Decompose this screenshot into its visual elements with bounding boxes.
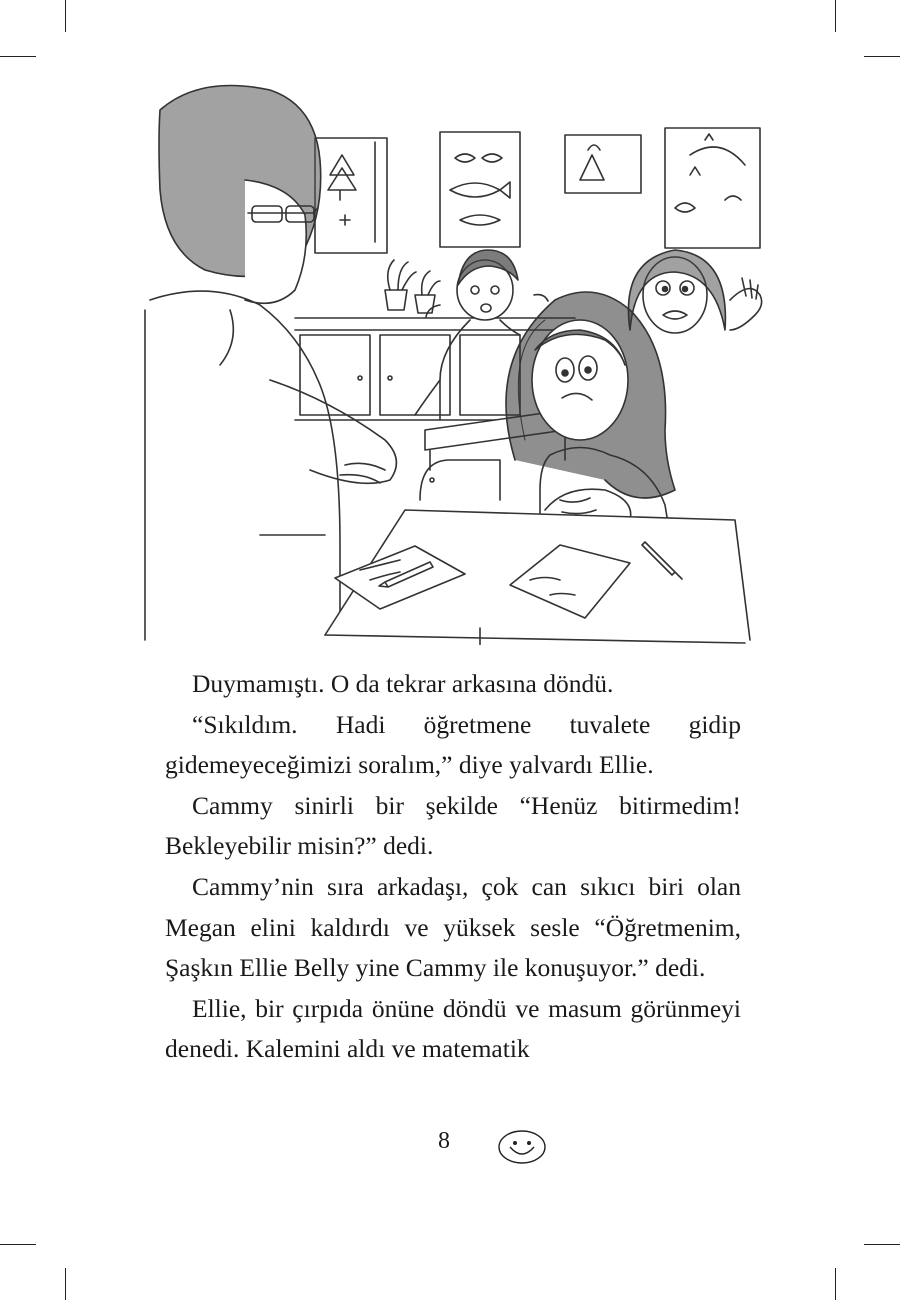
body-text bbox=[165, 664, 741, 1070]
ellie-girl bbox=[506, 292, 675, 546]
paragraph: Ellie, bir çırpıda önüne döndü ve masum görünmeyi denedi. Kalemini aldı ve matematik bbox=[165, 993, 741, 1064]
crop-mark bbox=[0, 56, 36, 57]
classroom-posters bbox=[315, 128, 760, 253]
paragraph: Cammy sinirli bir şekilde “Henüz bitirmedim! Bekleyebilir misin?” dedi. bbox=[165, 790, 741, 861]
paragraph: “Sıkıldım. Hadi öğretmene tuvalete gidip gidemeyeceğimizi soralım,” diye yalvardı Ellie. bbox=[165, 709, 741, 780]
desk bbox=[260, 510, 750, 645]
crop-mark bbox=[0, 1244, 36, 1245]
paragraph: Cammy’nin sıra arkadaşı, çok can sıkıcı biri olan Megan elini kaldırdı ve yüksek sesle “Öğretmenim, Şaşkın Ellie Belly yine Cammy ile konuşuyor.” dedi. bbox=[165, 871, 741, 983]
paragraph: Duymamıştı. O da tekrar arkasına döndü. bbox=[192, 669, 614, 698]
crop-mark bbox=[65, 0, 66, 32]
crop-mark bbox=[864, 1244, 900, 1245]
plant-pots bbox=[385, 260, 440, 313]
crop-mark bbox=[864, 56, 900, 57]
crop-mark bbox=[835, 0, 836, 32]
megan-girl bbox=[628, 250, 761, 333]
crop-mark bbox=[835, 1268, 836, 1300]
teacher-figure bbox=[145, 86, 396, 641]
chair bbox=[420, 460, 500, 500]
smiley-icon bbox=[496, 1126, 552, 1166]
page-number: 8 bbox=[438, 1128, 450, 1154]
classroom-illustration bbox=[130, 80, 770, 645]
crop-mark bbox=[65, 1268, 66, 1300]
